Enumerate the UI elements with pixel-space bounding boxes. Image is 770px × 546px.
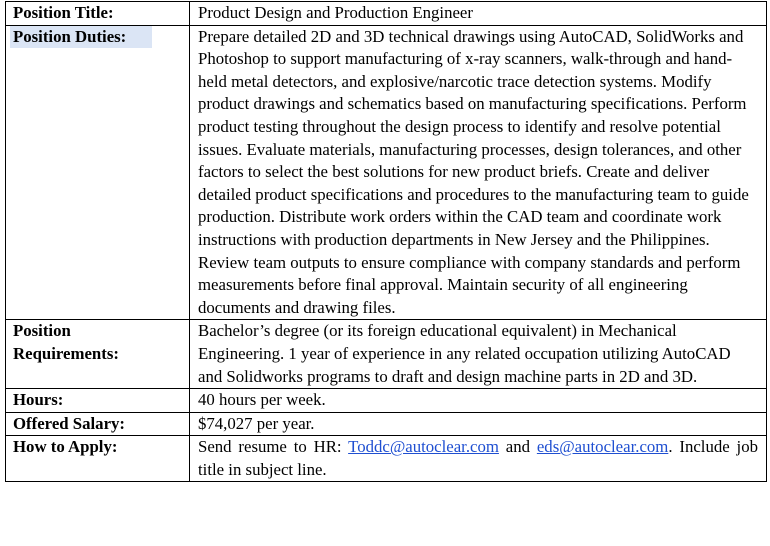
position-requirements-value: Bachelor’s degree (or its foreign educational equivalent) in Mechanical Engineering. 1 year of experience in any related occupation utilizing AutoCAD and Solidworks programs to draft and design machine parts in 2D and 3D. [190,320,767,389]
apply-text-before: Send resume to HR: [198,437,349,457]
position-duties-label-cell [6,25,190,320]
apply-text-after: . Include job title in subject line. [198,437,758,479]
position-title-value: Product Design and Production Engineer [190,2,767,26]
how-to-apply-value [190,436,767,482]
position-duties-value: Prepare detailed 2D and 3D technical drawings using AutoCAD, SolidWorks and Photoshop to support manufacturing of x-ray scanners, walk-through and hand-held metal detectors, and explosive/narcotic trace detection systems. Modify product drawings and schematics based on manufacturing specifications. Perform product testing throughout the design process to identify and resolve potential issues. Evaluate materials, manufacturing processes, design tolerances, and other factors to select the best solutions for new product briefs. Create and deliver detailed product specifications and procedures to the manufacturing team to guide production. Distribute work orders within the CAD team and coordinate work instructions with production departments in New Jersey and the Philippines. Review team outputs to ensure compliance with company standards and perform measurements before final approval. Maintain security of all engineering documents and drawing files. [190,25,767,320]
offered-salary-value: $74,027 per year. [190,412,767,436]
hours-label: Hours: [6,389,190,413]
position-requirements-label-line2: Requirements: [13,343,119,363]
row-offered-salary [6,412,767,436]
hr-email-link-toddc[interactable]: Toddc@autoclear.com [348,437,499,457]
offered-salary-label: Offered Salary: [6,412,190,436]
hr-email-link-eds[interactable]: eds@autoclear.com [536,437,669,457]
job-posting-table [5,1,767,482]
position-title-label: Position Title: [6,2,190,26]
how-to-apply-label: How to Apply: [6,436,190,482]
row-how-to-apply [6,436,767,482]
row-position-title [6,2,767,26]
row-position-requirements [6,320,767,389]
position-requirements-label-line1: Position [13,321,71,341]
hours-value: 40 hours per week. [190,389,767,413]
apply-text-between: and [498,437,537,457]
position-requirements-label [6,320,190,389]
position-duties-label: Position Duties: [10,26,152,49]
row-hours [6,389,767,413]
row-position-duties [6,25,767,320]
